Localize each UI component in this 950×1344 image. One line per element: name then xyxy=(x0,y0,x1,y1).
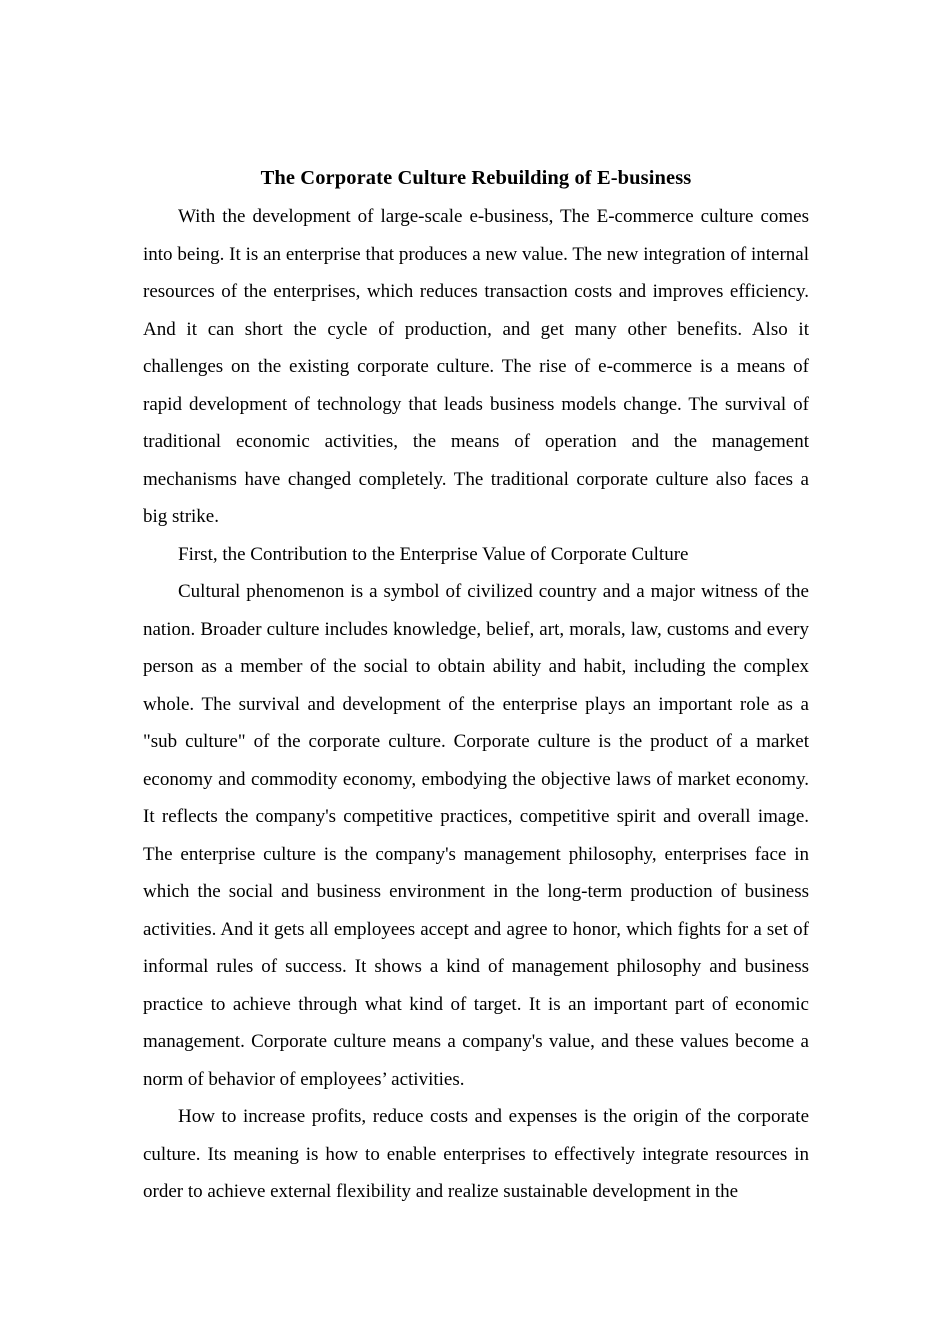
page-title: The Corporate Culture Rebuilding of E-business xyxy=(260,167,692,189)
section-heading-first: First, the Contribution to the Enterprise Value of Corporate Culture xyxy=(178,543,689,565)
document-text-column xyxy=(143,0,809,1211)
paragraph-intro: With the development of large-scale e-business, The E-commerce culture comes into being. It is an enterprise that produces a new value. The new integration of internal resources of the enterprises, which reduces transaction costs and improves efficiency. And it can short the cycle of production, and get many other benefits. Also it challenges on the existing corporate culture. The rise of e-commerce is a means of rapid development of technology that leads business models change. The survival of traditional economic activities, the means of operation and the management mechanisms have changed completely. The traditional corporate culture also faces a big strike. xyxy=(143,206,809,527)
paragraph-profits-origin: How to increase profits, reduce costs and expenses is the origin of the corporate culture. Its meaning is how to enable enterprises to effectively integrate resources in order to achieve external flexibility and realize sustainable development in the xyxy=(143,1106,809,1202)
paragraph-culture-definition: Cultural phenomenon is a symbol of civilized country and a major witness of the nation. Broader culture includes knowledge, belief, art, morals, law, customs and every person as a member of the social to obtain ability and habit, including the complex whole. The survival and development of the enterprise plays an important role as a "sub culture" of the corporate culture. Corporate culture is the product of a market economy and commodity economy, embodying the objective laws of market economy. It reflects the company's competitive practices, competitive spirit and overall image. The enterprise culture is the company's management philosophy, enterprises face in which the social and business environment in the long-term production of business activities. And it gets all employees accept and agree to honor, which fights for a set of informal rules of success. It shows a kind of management philosophy and business practice to achieve through what kind of target. It is an important part of economic management. Corporate culture means a company's value, and these values become a norm of behavior of employees’ activities. xyxy=(143,581,809,1090)
